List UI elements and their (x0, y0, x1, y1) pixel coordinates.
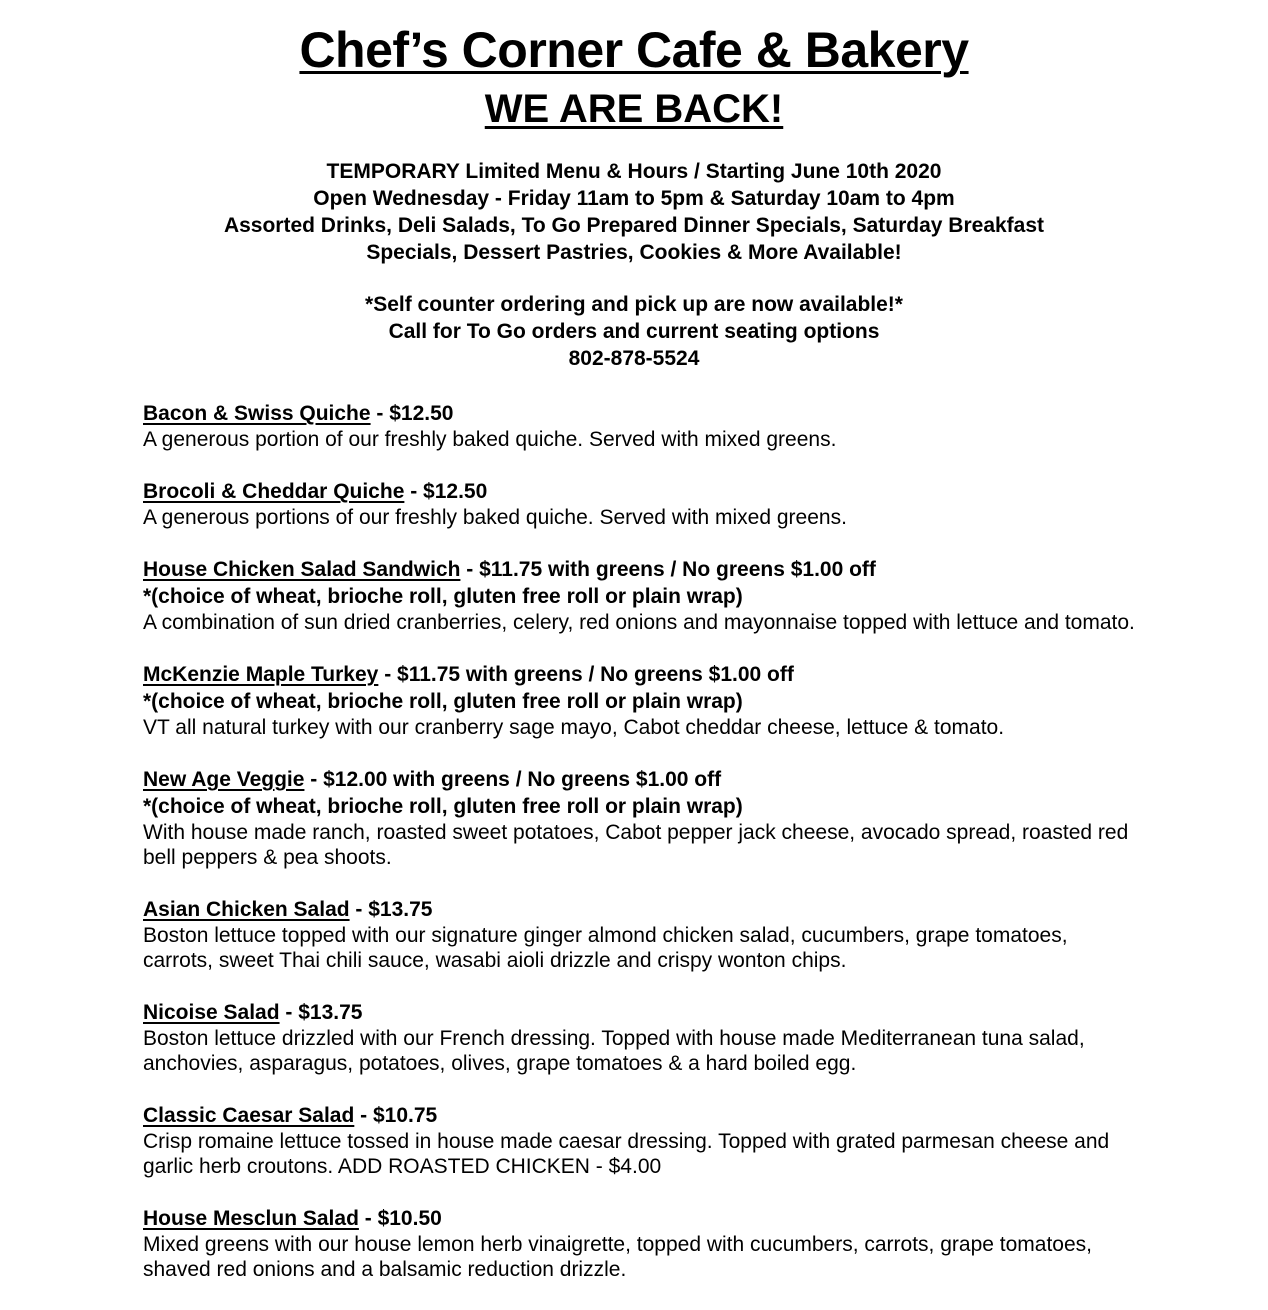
menu-item-description: Mixed greens with our house lemon herb vinaigrette, topped with cucumbers, carrots, grape tomatoes, shaved red onions and a balsamic reduction drizzle. (143, 1233, 1092, 1281)
menu-item-description: VT all natural turkey with our cranberry sage mayo, Cabot cheddar cheese, lettuce & tomato. (143, 716, 1005, 739)
menu-item (143, 999, 1143, 1076)
menu-item-heading (143, 478, 1143, 505)
menu-item-heading (143, 400, 1143, 427)
menu-item-name: Nicoise Salad (143, 1001, 280, 1024)
menu-item-description: With house made ranch, roasted sweet potatoes, Cabot pepper jack cheese, avocado spread, roasted red bell peppers & pea shoots. (143, 821, 1129, 869)
menu-item-description: A generous portion of our freshly baked quiche. Served with mixed greens. (143, 428, 837, 451)
menu-item-price: - $12.50 (370, 402, 454, 425)
ordering-line: *Self counter ordering and pick up are now available!* (365, 293, 903, 316)
notice-line: Specials, Dessert Pastries, Cookies & More Available! (366, 241, 902, 264)
notice-line: TEMPORARY Limited Menu & Hours / Starting June 10th 2020 (326, 160, 942, 183)
menu-item (143, 766, 1143, 870)
menu-item-description: Boston lettuce drizzled with our French dressing. Topped with house made Mediterranean tuna salad, anchovies, asparagus, potatoes, olives, grape tomatoes & a hard boiled egg. (143, 1027, 1085, 1075)
menu-item-price: - $13.75 (349, 898, 433, 921)
menu-item-heading (143, 661, 1143, 688)
notice-line: Open Wednesday - Friday 11am to 5pm & Saturday 10am to 4pm (313, 187, 955, 210)
menu-item (143, 1205, 1143, 1282)
menu-item-name: House Chicken Salad Sandwich (143, 558, 461, 581)
menu-item-name: Brocoli & Cheddar Quiche (143, 480, 405, 503)
menu-item-price: - $12.00 with greens / No greens $1.00 off (304, 768, 722, 791)
hours-notice (0, 158, 1268, 266)
menu-item-bread-choice: *(choice of wheat, brioche roll, gluten free roll or plain wrap) (143, 795, 743, 818)
menu-item-price: - $10.50 (358, 1207, 442, 1230)
menu-item-price: - $11.75 with greens / No greens $1.00 off (378, 663, 794, 686)
menu-item-heading (143, 999, 1143, 1026)
menu-item-name: Classic Caesar Salad (143, 1104, 355, 1127)
menu-item-name: House Mesclun Salad (143, 1207, 359, 1230)
menu-items-list (143, 400, 1143, 1308)
menu-item-price: - $13.75 (279, 1001, 363, 1024)
menu-item-price: - $12.50 (404, 480, 488, 503)
menu-item-description: A generous portions of our freshly baked quiche. Served with mixed greens. (143, 506, 847, 529)
menu-item (143, 896, 1143, 973)
menu-item (143, 478, 1143, 530)
menu-item-heading (143, 766, 1143, 793)
menu-item-bread-choice: *(choice of wheat, brioche roll, gluten free roll or plain wrap) (143, 690, 743, 713)
we-are-back-banner: WE ARE BACK! (484, 87, 784, 131)
menu-item-name: Asian Chicken Salad (143, 898, 350, 921)
ordering-notice (0, 291, 1268, 372)
page-subtitle (0, 84, 1268, 134)
menu-item-heading (143, 1205, 1143, 1232)
menu-item (143, 1102, 1143, 1179)
menu-item (143, 400, 1143, 452)
notice-line: Assorted Drinks, Deli Salads, To Go Prepared Dinner Specials, Saturday Breakfast (223, 214, 1045, 237)
menu-item (143, 556, 1143, 635)
menu-item-bread-choice: *(choice of wheat, brioche roll, gluten free roll or plain wrap) (143, 585, 743, 608)
ordering-line: Call for To Go orders and current seating options (388, 320, 880, 343)
phone-number: 802-878-5524 (568, 347, 700, 370)
cafe-name: Chef’s Corner Cafe & Bakery (299, 22, 969, 78)
menu-item-description: Crisp romaine lettuce tossed in house made caesar dressing. Topped with grated parmesan cheese and garlic herb croutons. ADD ROASTED CHICKEN - $4.00 (143, 1130, 1110, 1178)
menu-item-description: A combination of sun dried cranberries, celery, red onions and mayonnaise topped with lettuce and tomato. (143, 611, 1135, 634)
menu-item-price: - $10.75 (354, 1104, 438, 1127)
menu-item-heading (143, 896, 1143, 923)
menu-item-heading (143, 556, 1143, 583)
menu-item (143, 661, 1143, 740)
menu-item-heading (143, 1102, 1143, 1129)
menu-item-name: Bacon & Swiss Quiche (143, 402, 371, 425)
menu-item-price: - $11.75 with greens / No greens $1.00 off (460, 558, 876, 581)
menu-item-name: New Age Veggie (143, 768, 305, 791)
menu-item-name: McKenzie Maple Turkey (143, 663, 379, 686)
page-title (0, 20, 1268, 80)
menu-item-description: Boston lettuce topped with our signature ginger almond chicken salad, cucumbers, grape tomatoes, carrots, sweet Thai chili sauce, wasabi aioli drizzle and crispy wonton chips. (143, 924, 1068, 972)
